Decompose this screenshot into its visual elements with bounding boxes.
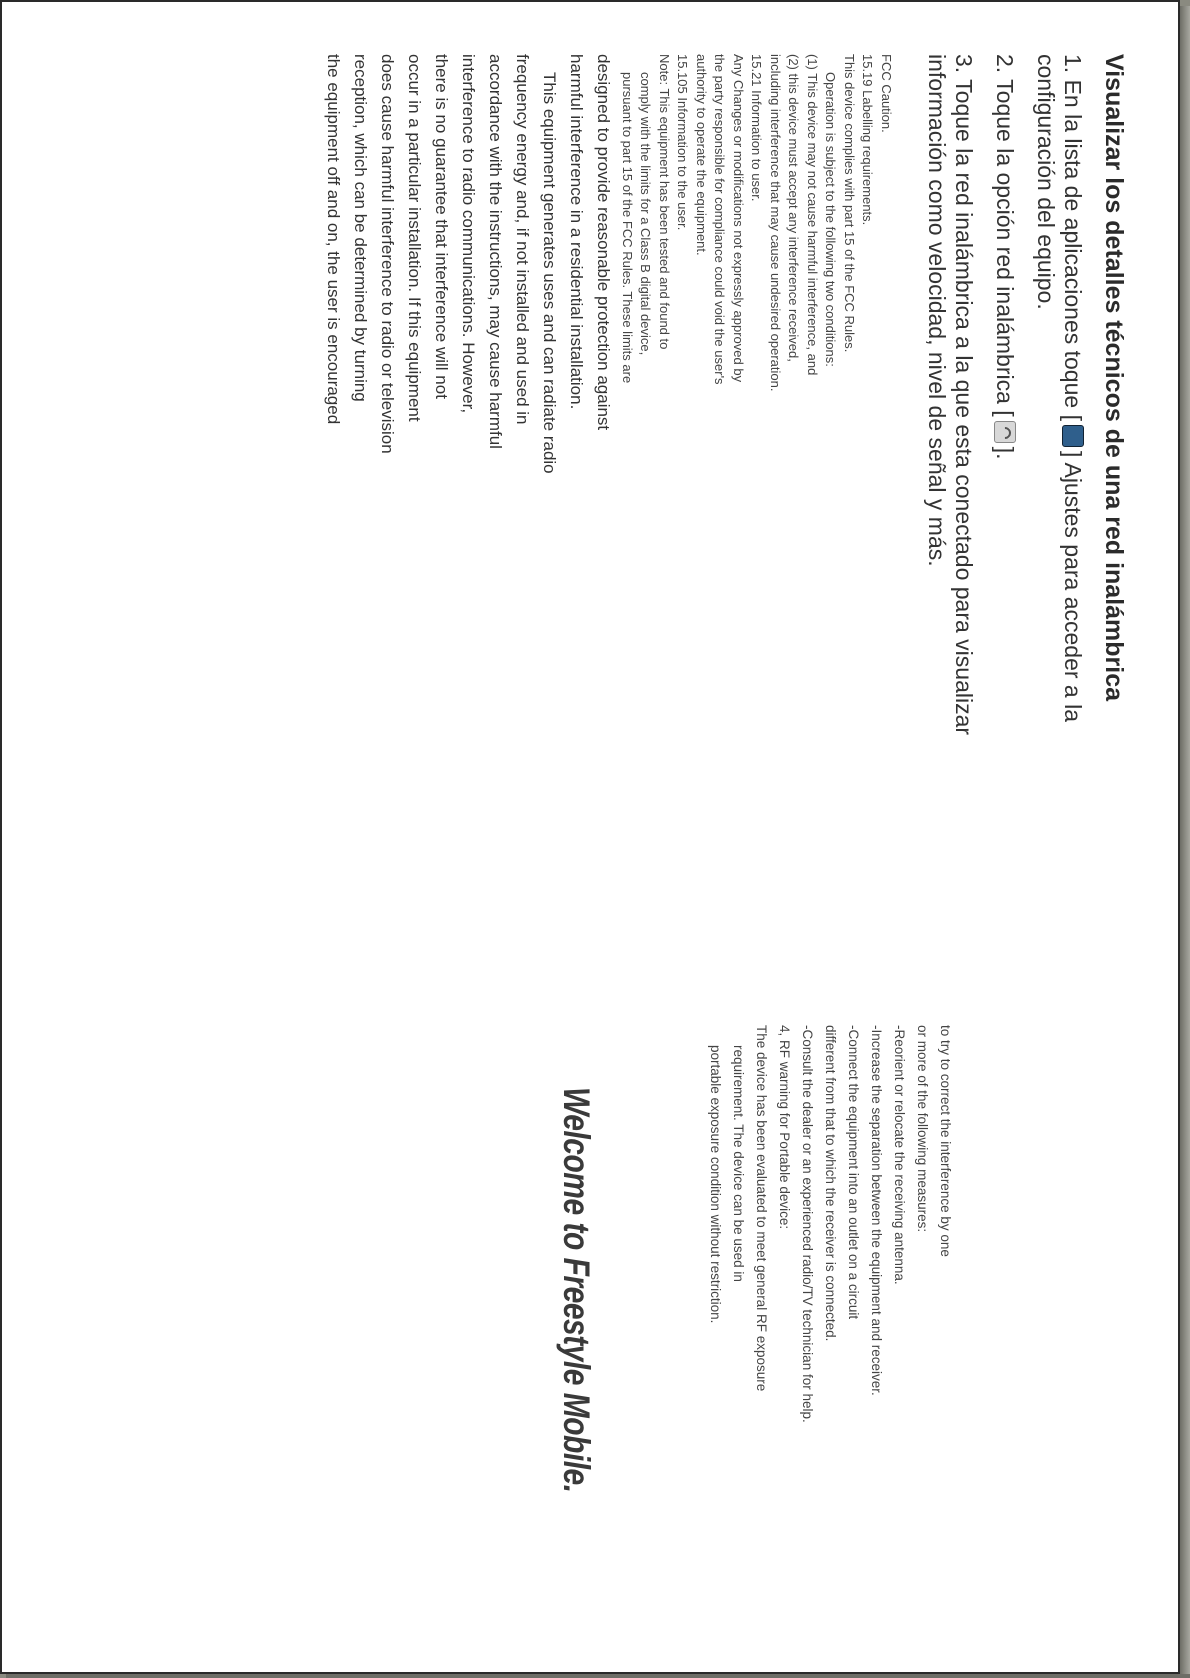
fcc-body-5: accordance with the instructions, may cause harmful — [486, 54, 506, 449]
step-1-text-b: ] Ajustes para acceder a la configuración del equipo. — [1033, 54, 1086, 723]
fcc-body-10: reception, which can be determined by turning — [351, 54, 371, 402]
page-shadow-right — [1180, 6, 1190, 1678]
fcc-changes-1: Any Changes or modifications not expressly approved by — [731, 54, 746, 383]
fcc-labelling: 15.19 Labelling requirements. — [860, 54, 876, 226]
fcc-body-6: interference to radio communications. However, — [459, 54, 479, 414]
fcc-body-3: This equipment generates uses and can radiate radio — [540, 72, 560, 474]
page-title: Visualizar los detalles técnicos de una red inalámbrica — [1100, 54, 1128, 702]
fcc-section — [321, 54, 896, 834]
fcc-note-3: pursuant to part 15 of the FCC Rules. These limits are — [620, 72, 635, 384]
fcc-body-9: does cause harmful interference to radio or television — [378, 54, 398, 454]
fcc-body-7: there is no guarantee that interference will not — [432, 54, 452, 399]
fcc-body-4: frequency energy and, if not installed and used in — [513, 54, 533, 425]
fcc-note-2: comply with the limits for a Class B digital device, — [638, 72, 654, 356]
right-line-6: different from that to which the receiver is connected. — [823, 1025, 838, 1342]
page-shadow-bottom — [6, 1674, 1190, 1678]
right-line-9: The device has been evaluated to meet general RF exposure — [754, 1025, 769, 1392]
fcc-changes-3: authority to operate the equipment. — [694, 54, 709, 256]
right-column — [704, 967, 957, 1607]
step-3: 3. Toque la red inalámbrica a la que esta conectado para visualizar información como velocidad, nivel de señal y más. — [924, 54, 977, 736]
left-column — [321, 54, 1131, 834]
right-line-10: requirement. The device can be used in — [731, 1045, 746, 1282]
right-line-5: -Connect the equipment into an outlet on a circuit — [846, 1025, 861, 1320]
right-line-11: portable exposure condition without restriction. — [708, 1045, 723, 1324]
right-line-3: -Reorient or relocate the receiving antenna. — [892, 1025, 907, 1285]
fcc-caution: FCC Caution. — [879, 54, 894, 133]
fcc-info-user: 15.21 Information to user. — [749, 54, 765, 202]
right-line-1: to try to correct the interference by one — [938, 1025, 953, 1257]
fcc-body-11: the equipment off and on, the user is encouraged — [324, 54, 344, 425]
fcc-cond2b: including interference that may cause undesired operation. — [768, 54, 783, 392]
fcc-changes-2: the party responsible for compliance could void the user's — [712, 54, 728, 385]
right-line-7: -Consult the dealer or an experienced radio/TV technician for help. — [800, 1025, 815, 1423]
fcc-info-user-2: 15.105 Information to the user. — [675, 54, 691, 231]
step-2-text: 2. Toque la opción red inalámbrica [ — [992, 54, 1018, 417]
fcc-cond1: (1) This device may not cause harmful interference, and — [805, 54, 820, 376]
rotated-page-content — [2, 2, 1180, 1674]
step-1 — [1032, 54, 1086, 834]
welcome-slogan: Welcome to Freestyle Mobile. — [555, 1087, 597, 1493]
settings-app-icon — [1062, 425, 1084, 447]
fcc-cond2: (2) this device must accept any interference received, — [786, 54, 802, 362]
fcc-complies: This device complies with part 15 of the FCC Rules. — [842, 54, 857, 353]
fcc-note-1: Note: This equipment has been tested and found to — [657, 54, 672, 350]
fcc-body-2: harmful interference in a residential installation. — [567, 54, 587, 410]
step-2-text-b: ]. — [992, 446, 1018, 460]
fcc-body-8: occur in a particular installation. If this equipment — [405, 54, 425, 422]
step-2 — [991, 54, 1018, 834]
right-line-4: -Increase the separation between the equipment and receiver. — [869, 1025, 884, 1396]
right-line-8: 4, RF warning for Portable device: — [777, 1025, 792, 1230]
right-line-2: or more of the following measures: — [915, 1025, 930, 1233]
step-1-text: 1. En la lista de aplicaciones toque [ — [1060, 54, 1086, 421]
fcc-body-1: designed to provide reasonable protection against — [594, 54, 614, 431]
wifi-icon — [994, 421, 1016, 443]
fcc-operation: Operation is subject to the following two conditions: — [823, 72, 839, 367]
